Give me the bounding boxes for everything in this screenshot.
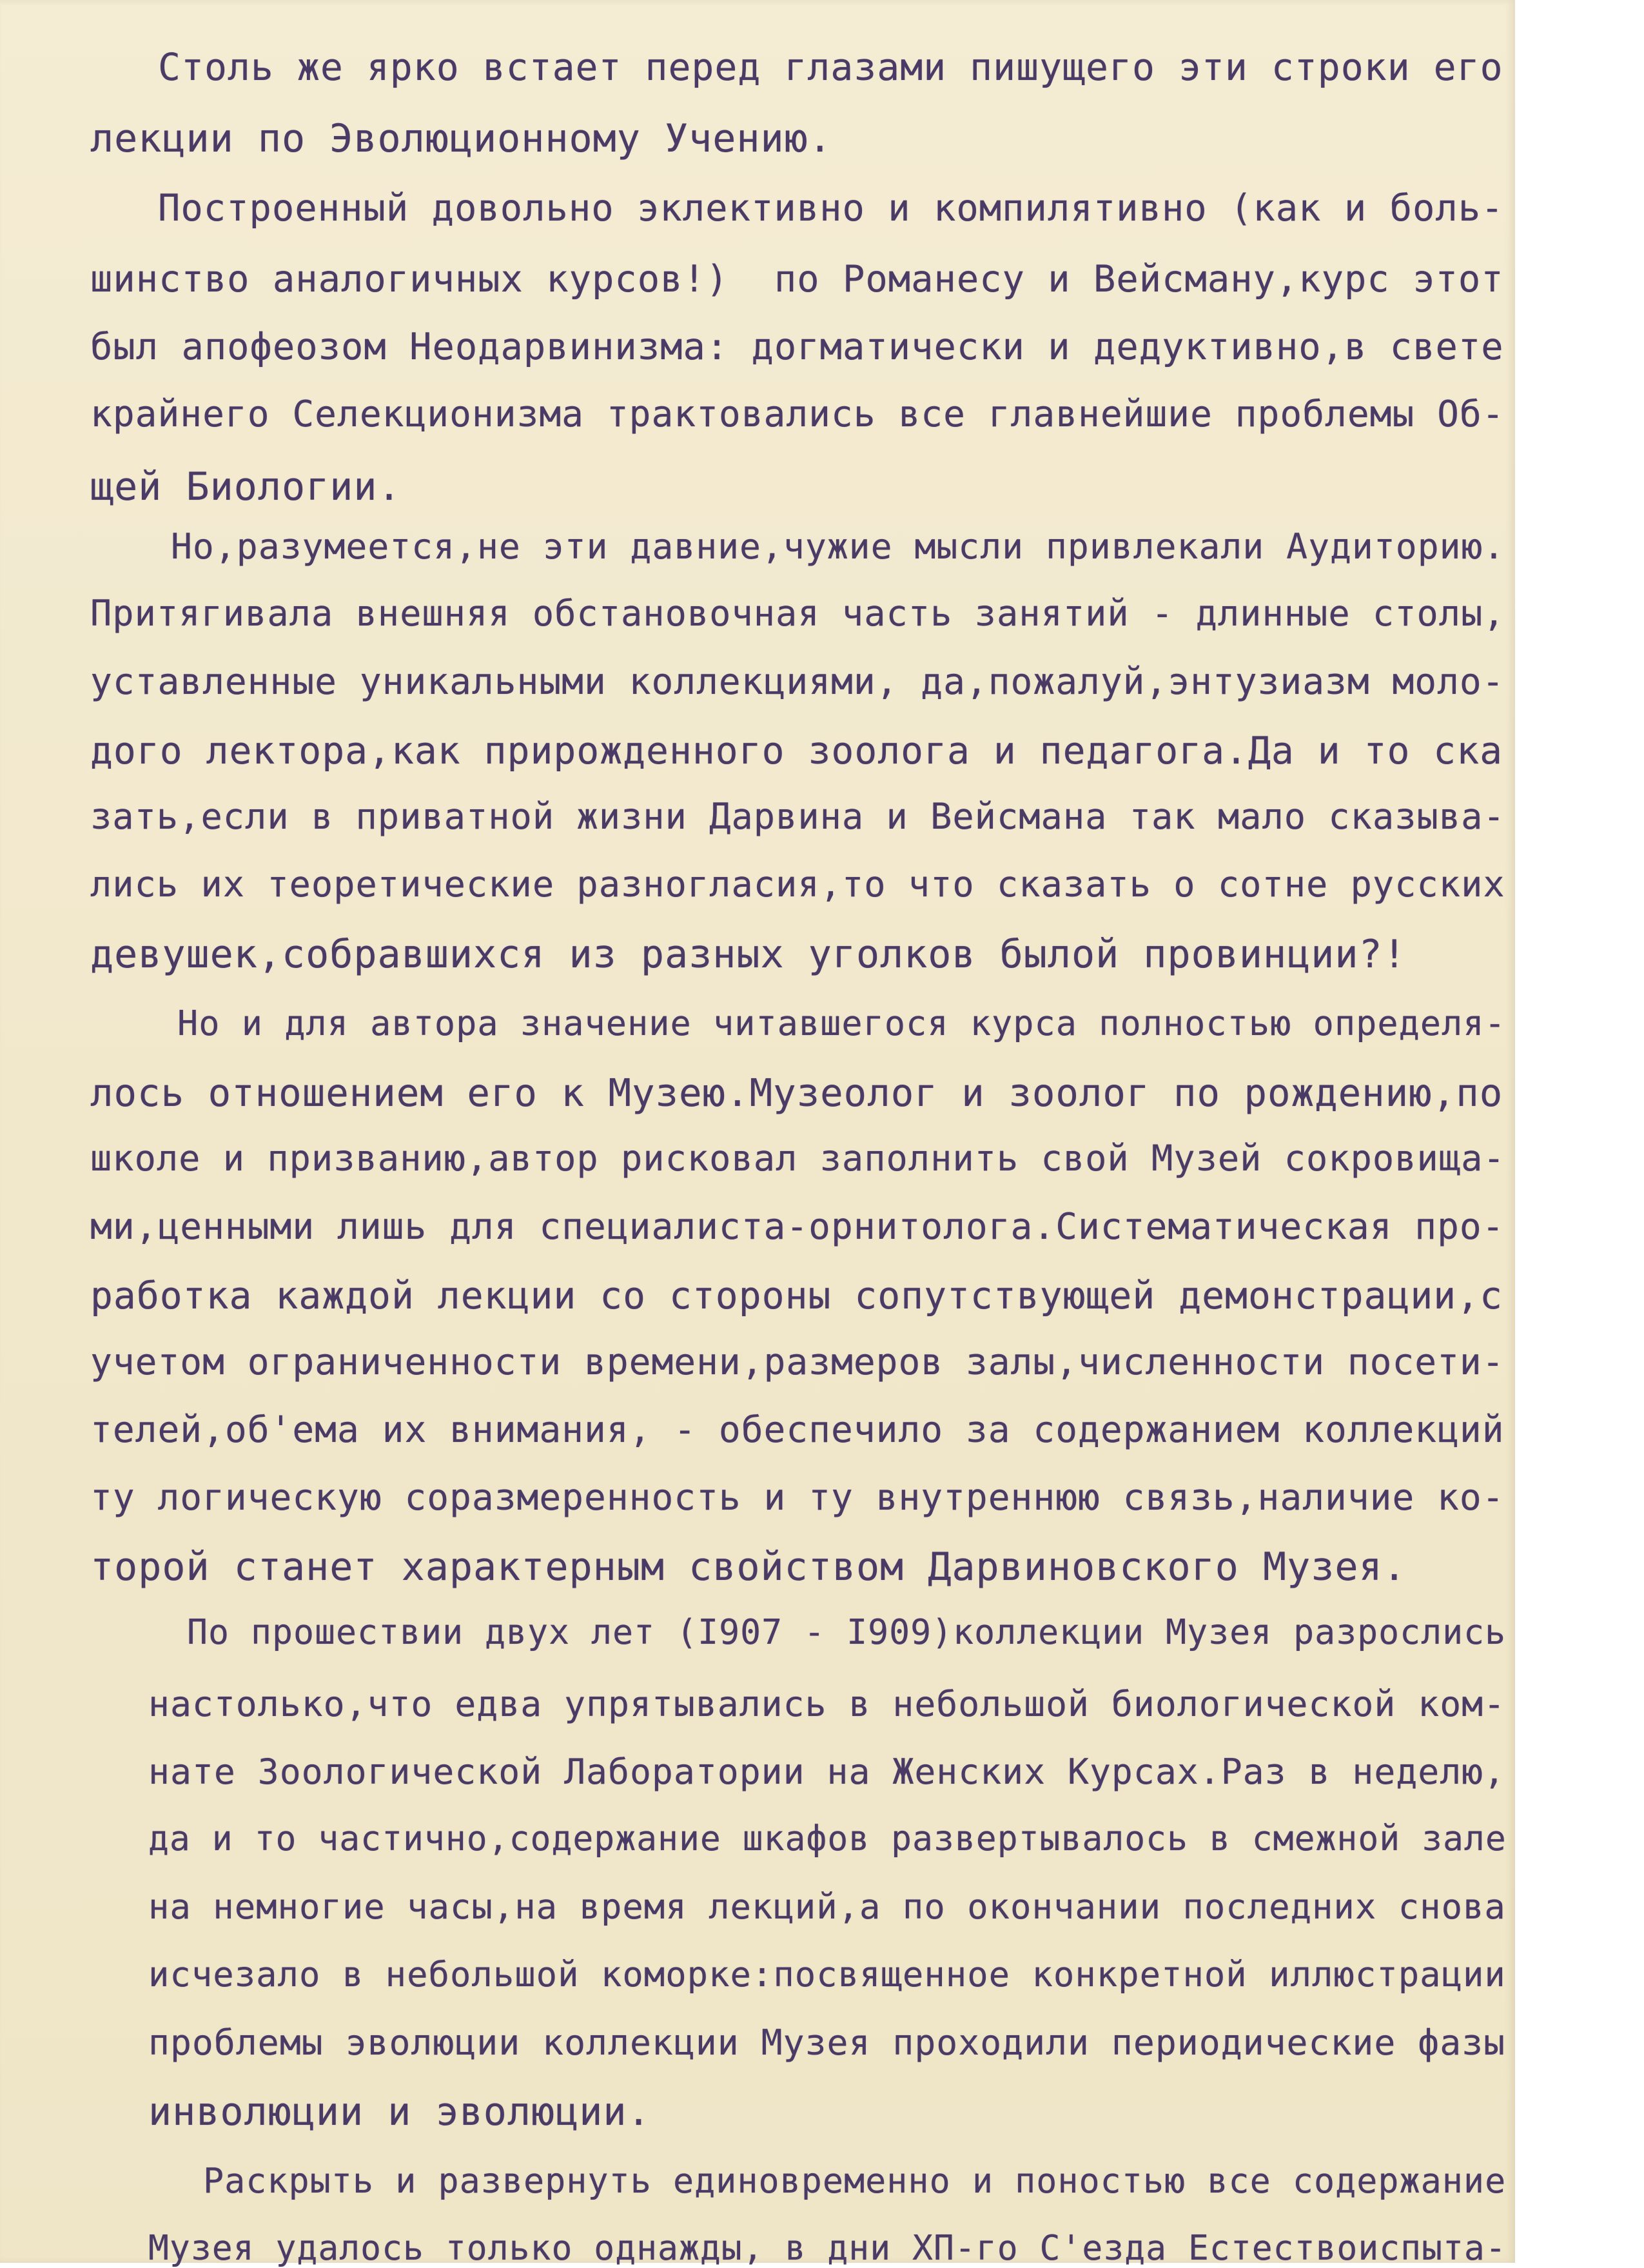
text-line: ми,ценными лишь для специалиста-орнитолога.Систематическая про- [90,1206,1505,1248]
text-line: школе и призванию,автор рисковал заполнить свой Музей сокровища- [90,1138,1505,1179]
text-line: щей Биологии. [90,464,402,509]
text-line: был апофеозом Неодарвинизма: догматически и дедуктивно,в свете [90,326,1504,368]
text-line: на немногие часы,на время лекций,а по окончании последних снова [148,1886,1506,1927]
text-line: девушек,собравшихся из разных уголков былой провинции?! [90,932,1407,977]
text-line: крайнего Селекционизма трактовались все главнейшие проблемы Об- [90,393,1505,435]
text-line: да и то частично,содержание шкафов развертывалось в смежной зале [148,1819,1507,1859]
text-line: учетом ограниченности времени,размеров залы,численности посети- [90,1341,1505,1383]
text-line: настолько,что едва упрятывались в небольшой биологической ком- [148,1683,1506,1724]
text-line: Притягивала внешняя обстановочная часть занятий - длинные столы, [90,593,1505,635]
text-line: шинство аналогичных курсов!) по Романесу и Вейсману,курс этот [90,258,1504,301]
text-line: зать,если в приватной жизни Дарвина и Вейсмана так мало сказыва- [90,796,1505,838]
text-line: Столь же ярко встает перед глазами пишущего эти строки его [158,45,1503,89]
text-line: Раскрыть и развернуть единовременно и поностью все содержание [203,2160,1507,2201]
text-line: лись их теоретические разногласия,то что сказать о сотне русских [90,864,1505,905]
text-line: исчезало в небольшой коморке:посвященное конкретной иллюстрации [148,1954,1506,1995]
text-line: Построенный довольно эклективно и компилятивно (как и боль- [158,187,1504,230]
text-line: Музея удалось только однажды, в дни ХП-го С'езда Естествоиспыта- [148,2228,1507,2268]
text-line: проблемы эволюции коллекции Музея проходили периодические фазы [148,2022,1506,2063]
scan-background [1515,0,1644,2263]
text-line: лось отношением его к Музею.Музеолог и зоолог по рождению,по [90,1070,1503,1115]
text-line: ту логическую соразмеренность и ту внутреннюю связь,наличие ко- [90,1477,1505,1519]
text-line: Но и для автора значение читавшегося курса полностью определя- [177,1003,1506,1043]
text-line: телей,об'ема их внимания, - обеспечило за содержанием коллекций [90,1409,1505,1451]
text-line: работка каждой лекции со стороны сопутствующей демонстрации,с [90,1274,1503,1317]
text-line: торой станет характерным свойством Дарвиновского Музея. [90,1544,1407,1590]
text-line: нате Зоологической Лаборатории на Женских Курсах.Раз в неделю, [148,1751,1506,1792]
text-line: дого лектора,как прирожденного зоолога и педагога.Да и то ска [90,729,1503,773]
text-line: По прошествии двух лет (I907 - I909)коллекции Музея разрослись [187,1612,1507,1652]
text-line: лекции по Эволюционному Учению. [90,116,832,161]
text-line: инволюции и эволюции. [148,2089,651,2135]
text-line: уставленные уникальными коллекциями, да,пожалуй,энтузиазм моло- [90,661,1505,703]
text-line: Но,разумеется,не эти давние,чужие мысли привлекали Аудиторию. [171,526,1505,567]
